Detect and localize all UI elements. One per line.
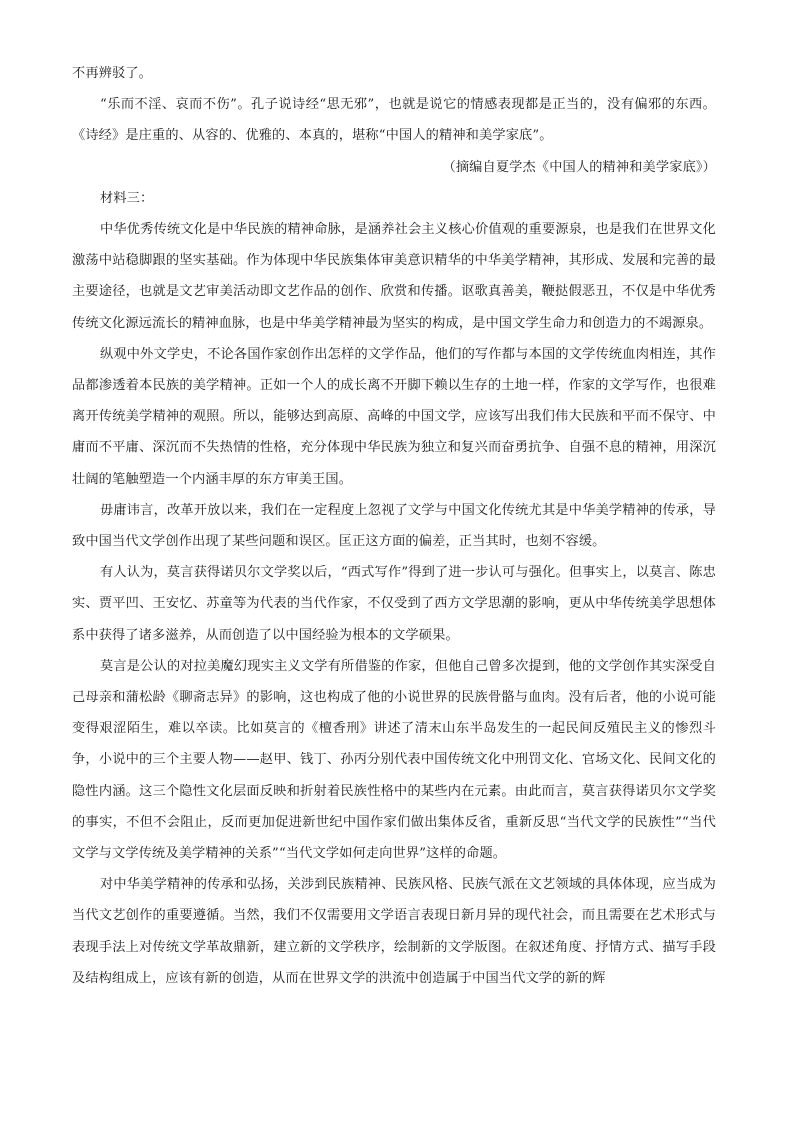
source-citation: （摘编自夏学杰《中国人的精神和美学家底》）: [442, 159, 716, 175]
paragraph-reform-era: 毋庸讳言，改革开放以来，我们在一定程度上忽视了文学与中国文化传统尤其是中华美学精神的传承，导致中国当代文学创作出现了某些问题和误区。匡正这方面的偏差，正当其时，也刻不容缓。: [72, 502, 716, 550]
article-body: [72, 58, 716, 994]
section-heading-material-three: 材料三：: [100, 190, 154, 206]
paragraph-shijing: “乐而不淫、哀而不伤”。孔子说诗经“思无邪”，也就是说它的情感表现都是正当的，没有偏邪的东西。《诗经》是庄重的、从容的、优雅的、本真的，堪称“中国人的精神和美学家底”。: [72, 97, 716, 144]
paragraph-continuation: 不再辨驳了。: [72, 66, 153, 81]
paragraph-western-writing: 有人认为，莫言获得诺贝尔文学奖以后，“西式写作”得到了进一步认可与强化。但事实上，以莫言、陈忠实、贾平凹、王安忆、苏童等为代表的当代作家，不仅受到了西方文学思潮的影响，更从中华传统美学思想体系中获得了诸多滋养，从而创造了以中国经验为根本的文学硕果。: [72, 565, 716, 643]
paragraph-aesthetic-heritage: 对中华美学精神的传承和弘扬，关涉到民族精神、民族风格、民族气派在文艺领域的具体体现，应当成为当代文艺创作的重要遵循。当然，我们不仅需要用文学语言表现日新月异的现代社会，而且需要在艺术形式与表现手法上对传统文学革故鼎新，建立新的文学秩序，绘制新的文学版图。在叙述角度、抒情方式、描写手段及结构组成上，应该有新的创造，从而在世界文学的洪流中创造属于中国当代文学的新的辉: [72, 877, 716, 986]
paragraph-literary-history: 纵观中外文学史，不论各国作家创作出怎样的文学作品，他们的写作都与本国的文学传统血肉相连，其作品都渗透着本民族的美学精神。正如一个人的成长离不开脚下赖以生存的土地一样，作家的文学写作，也很难离开传统美学精神的观照。所以，能够达到高原、高峰的中国文学，应该写出我们伟大民族和平而不保守、中庸而不平庸、深沉而不失热情的性格，充分体现中华民族为独立和复兴而奋勇抗争、自强不息的精神，用深沉壮阔的笔触塑造一个内涵丰厚的东方审美王国。: [72, 346, 716, 487]
paragraph-mo-yan: 莫言是公认的对拉美魔幻现实主义文学有所借鉴的作家，但他自己曾多次提到，他的文学创作其实深受自己母亲和蒲松龄《聊斋志异》的影响，这也构成了他的小说世界的民族骨骼与血肉。没有后者，他的小说可能变得艰涩陌生，难以卒读。比如莫言的《檀香刑》讲述了清末山东半岛发生的一起民间反殖民主义的惨烈斗争，小说中的三个主要人物——赵甲、钱丁、孙丙分别代表中国传统文化中刑罚文化、官场文化、民间文化的隐性内涵。这三个隐性文化层面反映和折射着民族性格中的某些内在元素。由此而言，莫言获得诺贝尔文学奖的事实，不但不会阻止，反而更加促进新世纪中国作家们做出集体反省，重新反思“当代文学的民族性”“当代文学与文学传统及美学精神的关系”“当代文学如何走向世界”这样的命题。: [72, 658, 716, 862]
paragraph-chinese-culture: 中华优秀传统文化是中华民族的精神命脉，是涵养社会主义核心价值观的重要源泉，也是我们在世界文化激荡中站稳脚跟的坚实基础。作为体现中华民族集体审美意识精华的中华美学精神，其形成、发展和完善的最主要途径，也就是文艺审美活动即文艺作品的创作、欣赏和传播。讴歌真善美，鞭挞假恶丑，不仅是中华优秀传统文化源远流长的精神血脉，也是中华美学精神最为坚实的构成，是中国文学生命力和创造力的不竭源泉。: [72, 222, 716, 331]
